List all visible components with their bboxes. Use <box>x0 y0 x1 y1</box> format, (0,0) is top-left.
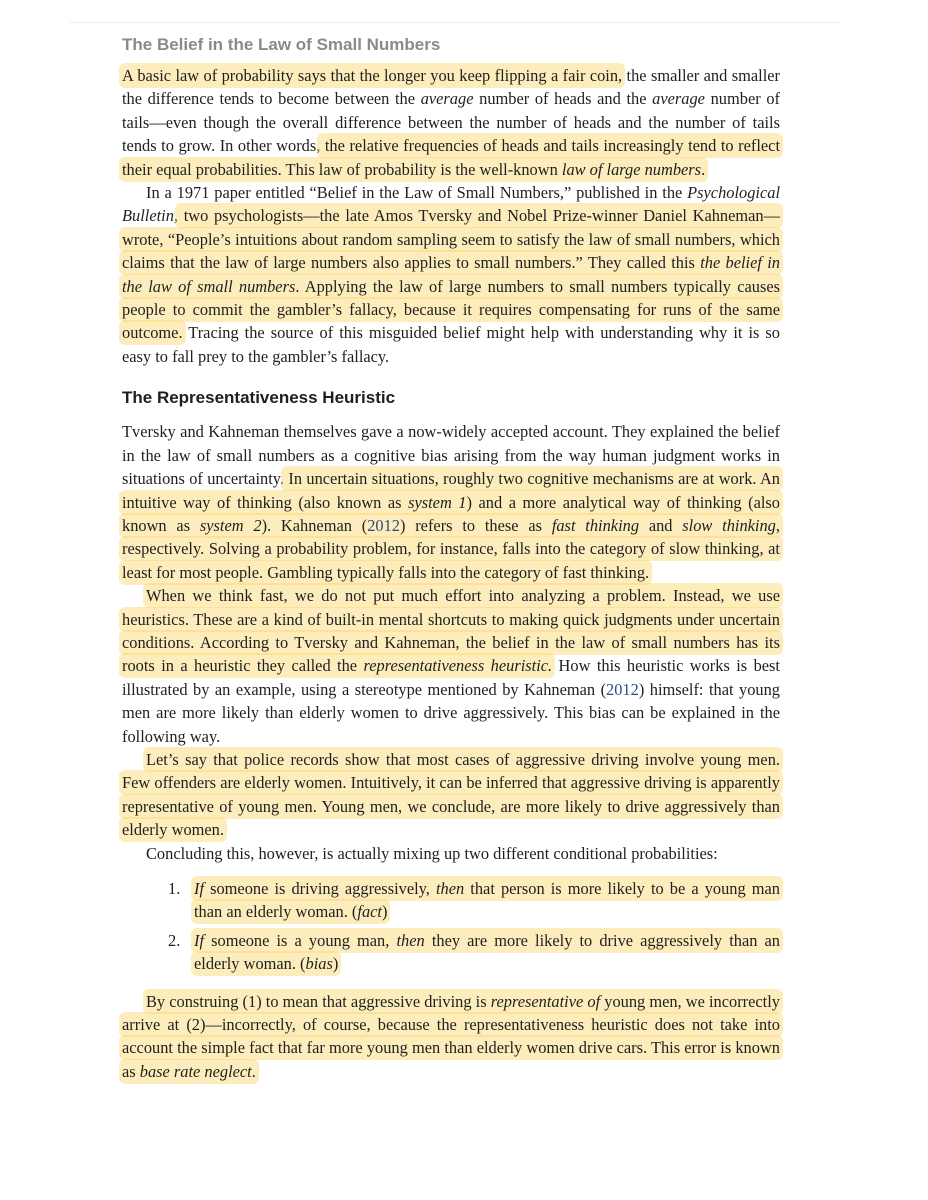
text-run: In uncertain situations, roughly two cognitive mechanisms are at work. An intuitive way of thinking (also known as <box>122 469 780 512</box>
text-emphasis: fact <box>357 902 382 922</box>
text-run: ). Kahneman ( <box>261 515 368 535</box>
text-run: . <box>251 1061 256 1081</box>
text-run: ) refers to these as <box>399 515 552 535</box>
text-run: ) <box>332 954 339 974</box>
section-heading-belief: The Belief in the Law of Small Numbers <box>122 35 441 54</box>
paragraph-heuristics <box>122 584 780 748</box>
text-emphasis: If <box>194 930 205 950</box>
list-number: 1. <box>168 879 181 898</box>
text-run: number of heads and the <box>473 89 653 109</box>
highlight <box>194 879 780 921</box>
text-emphasis: fast thinking <box>551 515 640 535</box>
text-run: . <box>701 159 706 179</box>
text-run: In a 1971 paper entitled “Belief in the Law of Small Numbers,” published in the <box>146 183 688 203</box>
text-emphasis: the belief in the law of small numbers <box>122 253 780 296</box>
highlight <box>122 992 780 1081</box>
text-run: the smaller and smaller the difference tends to become between the <box>122 66 780 109</box>
text-run: Tversky and Kahneman themselves gave a now-widely accepted account. They explained the belief in the law of small numbers as a cognitive bias arising from the way human judgment works in situations of uncertainty. <box>122 422 780 489</box>
paragraph-two-systems <box>122 420 780 584</box>
text-run: , respectively. Solving a probability problem, for instance, falls into the category of slow thinking, at least for most people. Gambling typically falls into the category of fast thinking. <box>122 515 780 582</box>
highlight: A basic law of probability says that the longer you keep flipping a fair coin, <box>122 66 623 85</box>
conditional-list <box>122 877 780 976</box>
text-run: someone is a young man, <box>204 930 397 950</box>
text-run: two psychologists—the late Amos Tversky and Nobel Prize-winner Daniel Kahneman—wrote, “People’s intuitions about random sampling seem to satisfy the law of small numbers, which claims that the law of large numbers also applies to small numbers.” They called this <box>122 206 780 273</box>
text-emphasis: system 1 <box>408 492 467 512</box>
paragraph-base-rate-neglect <box>122 990 780 1084</box>
text-run: number of tails—even though the overall difference between the number of heads and the number of tails tends to grow. In other words, <box>122 89 780 156</box>
highlight: Let’s say that police records show that most cases of aggressive driving involve young men. Few offenders are elderly women. Intuitively, it can be inferred that aggressive driving is apparently representative of young men. Young men, we conclude, are more likely to drive aggressively than elderly women. <box>122 749 780 840</box>
list-number: 2. <box>168 930 181 950</box>
text-run: young men, we incorrectly arrive at (2)—incorrectly, of course, because the representativeness heuristic does not take into account the simple fact that far more young men than elderly women drive cars. This error is known as <box>122 991 780 1081</box>
citation-link[interactable]: 2012 <box>606 679 639 699</box>
text-emphasis: representative of <box>490 991 601 1011</box>
paragraph-conditional-probabilities: Concluding this, however, is actually mixing up two different conditional probabilities: <box>146 843 718 863</box>
text-run: ) and a more analytical way of thinking (also known as <box>122 492 780 535</box>
top-divider <box>70 22 840 23</box>
text-run: How this heuristic works is best illustrated by an example, using a stereotype mentioned by Kahneman ( <box>122 656 780 699</box>
paragraph-police-records <box>122 748 780 842</box>
citation-link[interactable]: 2012 <box>367 515 400 535</box>
text-emphasis: then <box>396 930 425 950</box>
text-emphasis: slow thinking <box>682 515 776 535</box>
text-run: Tracing the source of this misguided belief might help with understanding why it is so easy to fall prey to the gambler’s fallacy. <box>122 323 780 366</box>
text-emphasis: If <box>194 879 205 898</box>
text-emphasis: Psychological Bulletin, <box>122 183 780 226</box>
text-emphasis: then <box>435 879 465 898</box>
paragraph-1971-paper <box>122 181 780 368</box>
text-emphasis: base rate neglect <box>139 1061 252 1081</box>
text-emphasis: law of large numbers <box>561 159 702 179</box>
text-run: and <box>639 515 683 535</box>
document-page <box>122 30 780 1083</box>
text-run: ) himself: that young men are more likely than elderly women to drive aggressively. This bias can be explained in the following way. <box>122 679 780 746</box>
list-item <box>168 877 780 924</box>
highlight <box>194 931 780 973</box>
text-run: someone is driving aggressively, <box>204 879 436 898</box>
text-run: ) <box>381 902 388 922</box>
text-run: that person is more likely to be a young man than an elderly woman. ( <box>194 879 780 922</box>
section-heading-representativeness: The Representativeness Heuristic <box>122 388 396 408</box>
text-run: the relative frequencies of heads and tails increasingly tend to reflect their equal probabilities. This law of probability is the well-known <box>122 136 780 179</box>
text-run: When we think fast, we do not put much effort into analyzing a problem. Instead, we use heuristics. These are a kind of built-in mental shortcuts to making quick judgments under uncertain conditions. According to Tversky and Kahneman, the belief in the law of small numbers has its roots in a heuristic they called the <box>122 586 780 676</box>
text-run: By construing (1) to mean that aggressive driving is <box>146 991 491 1011</box>
text-emphasis: representativeness heuristic. <box>363 656 553 676</box>
text-run: . Applying the law of large numbers to small numbers typically causes people to commit the gambler’s fallacy, because it requires compensating for runs of the same outcome. <box>122 276 780 343</box>
text-run: they are more likely to drive aggressively than an elderly woman. ( <box>194 930 780 974</box>
text-emphasis: bias <box>305 954 333 974</box>
text-emphasis: average <box>420 89 474 109</box>
text-emphasis: system 2 <box>199 515 262 535</box>
text-emphasis: average <box>652 89 705 109</box>
paragraph-law-of-large-numbers <box>122 64 780 181</box>
list-item <box>168 929 780 976</box>
